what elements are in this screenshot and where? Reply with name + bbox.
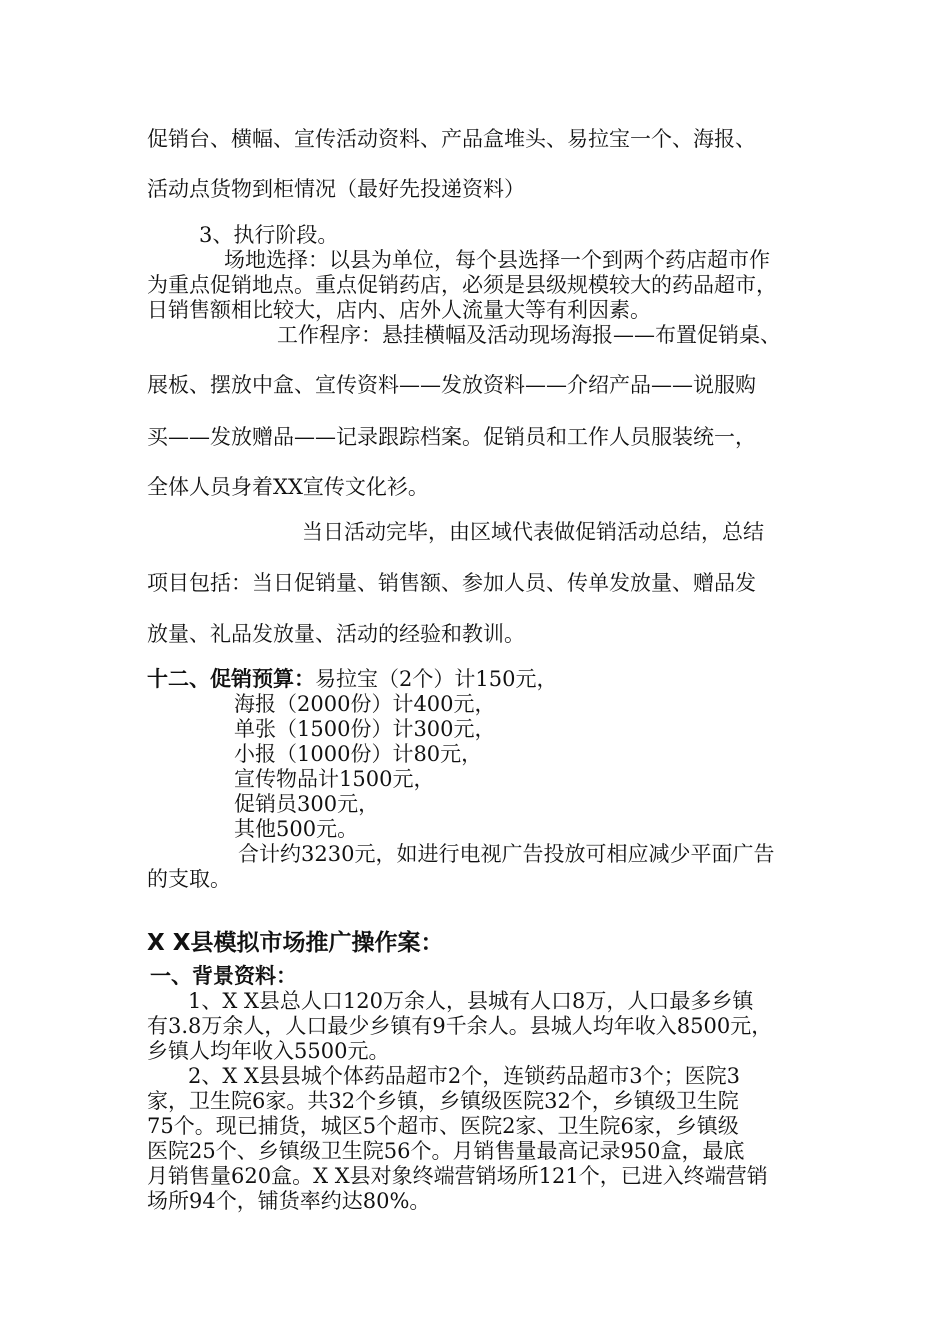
text-line: 全体人员身着XX宣传文化衫。 — [147, 475, 429, 499]
text-line: 放量、礼品发放量、活动的经验和教训。 — [147, 622, 525, 646]
budget-item: 易拉宝（2个）计150元， — [315, 667, 558, 691]
budget-item: 宣传物品计1500元， — [234, 767, 435, 791]
text-line: 促销台、横幅、宣传活动资料、产品盒堆头、易拉宝一个、海报、 — [147, 127, 756, 151]
text-line: 1、X X县总人口120万余人，县城有人口8万，人口最多乡镇 — [188, 989, 754, 1013]
budget-item: 促销员300元， — [234, 792, 380, 816]
text-line: 医院25个、乡镇级卫生院56个。月销售量最高记录950盒，最底 — [147, 1139, 745, 1163]
text-line: 场地选择：以县为单位，每个县选择一个到两个药店超市作 — [224, 248, 770, 272]
text-line: 乡镇人均年收入5500元。 — [147, 1039, 390, 1063]
budget-item: 海报（2000份）计400元， — [234, 692, 496, 716]
budget-item: 单张（1500份）计300元， — [234, 717, 496, 741]
text-line: 买——发放赠品——记录跟踪档案。促销员和工作人员服装统一， — [147, 425, 756, 449]
budget-line — [147, 666, 557, 692]
budget-heading: 十二、促销预算： — [147, 667, 315, 691]
text-line: 2、X X县县城个体药品超市2个，连锁药品超市3个；医院3 — [188, 1064, 741, 1088]
text-line: 场所94个，铺货率约达80%。 — [147, 1189, 431, 1213]
section-heading: 一、背景资料： — [150, 964, 297, 988]
budget-item: 小报（1000份）计80元， — [234, 742, 483, 766]
text-line: 日销售额相比较大，店内、店外人流量大等有利因素。 — [147, 298, 651, 322]
text-line: 当日活动完毕，由区域代表做促销活动总结，总结 — [302, 520, 764, 544]
budget-total: 合计约3230元，如进行电视广告投放可相应减少平面广告 — [238, 842, 775, 866]
text-line: 活动点货物到柜情况（最好先投递资料） — [147, 177, 525, 201]
text-line: 展板、摆放中盒、宣传资料——发放资料——介绍产品——说服购 — [147, 373, 756, 397]
text-line: 家，卫生院6家。共32个乡镇，乡镇级医院32个，乡镇级卫生院 — [147, 1089, 739, 1113]
text-line: 工作程序：悬挂横幅及活动现场海报——布置促销桌、 — [277, 323, 781, 347]
text-line: 为重点促销地点。重点促销药店，必须是县级规模较大的药品超市， — [147, 273, 777, 297]
text-line: 月销售量620盒。X X县对象终端营销场所121个，已进入终端营销 — [147, 1164, 768, 1188]
step-heading: 3、执行阶段。 — [199, 223, 339, 247]
plan-title: X X县模拟市场推广操作案： — [147, 930, 444, 956]
budget-total: 的支取。 — [147, 867, 231, 891]
text-line: 有3.8万余人，人口最少乡镇有9千余人。县城人均年收入8500元， — [147, 1014, 773, 1038]
text-line: 项目包括：当日促销量、销售额、参加人员、传单发放量、赠品发 — [147, 571, 756, 595]
text-line: 75个。现已捕货，城区5个超市、医院2家、卫生院6家，乡镇级 — [147, 1114, 739, 1138]
budget-item: 其他500元。 — [234, 817, 359, 841]
